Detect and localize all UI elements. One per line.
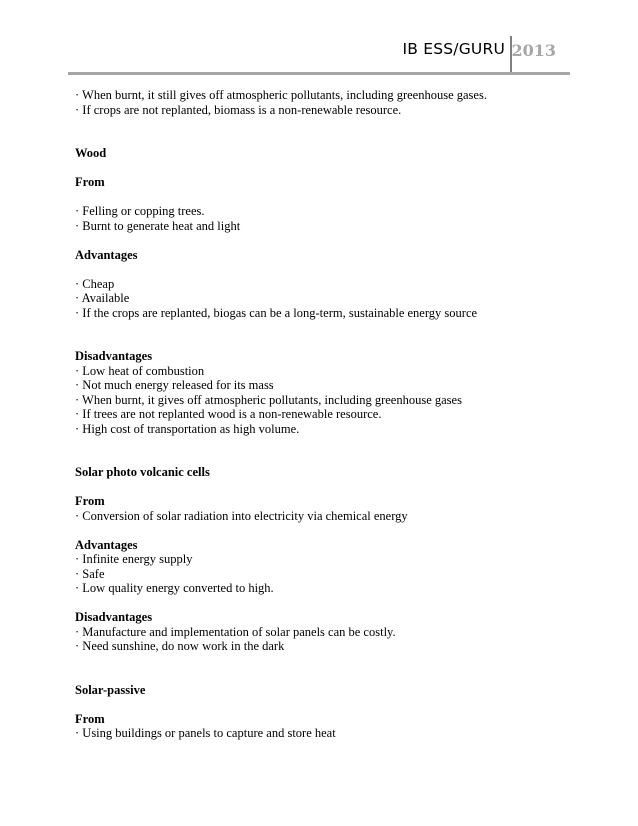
blank-line <box>75 436 595 451</box>
text-line: · Conversion of solar radiation into electricity via chemical energy <box>75 508 408 523</box>
text-line: · Cheap <box>75 276 115 291</box>
header-year: 2013 <box>511 41 556 60</box>
blank-line <box>75 668 595 683</box>
section-heading: Advantages <box>75 537 138 552</box>
text-line: · Need sunshine, do now work in the dark <box>75 639 285 653</box>
blank-line <box>75 654 595 669</box>
text-line: · Infinite energy supply <box>75 552 193 566</box>
blank-line <box>75 480 595 495</box>
blank-line <box>75 190 595 205</box>
text-line: · Burnt to generate heat and light <box>75 218 241 233</box>
text-line: · Manufacture and implementation of solar panels can be costly. <box>75 624 396 639</box>
text-line: · When burnt, it still gives off atmospheric pollutants, including greenhouse gases. <box>75 88 487 102</box>
section-heading: Solar-passive <box>75 682 146 697</box>
document-body <box>75 88 595 741</box>
blank-line <box>75 161 595 176</box>
blank-line <box>75 117 595 132</box>
text-line: · Using buildings or panels to capture and store heat <box>75 726 336 740</box>
section-heading: Disadvantages <box>75 610 153 624</box>
text-line: · Available <box>75 291 130 305</box>
section-heading: Disadvantages <box>75 349 153 363</box>
section-heading: Advantages <box>75 247 138 262</box>
text-line: · Low heat of combustion <box>75 363 205 378</box>
header-title: IB ESS/GURU <box>402 40 505 58</box>
text-line: · Low quality energy converted to high. <box>75 581 274 595</box>
text-line: · Felling or copping trees. <box>75 204 205 218</box>
blank-line <box>75 335 595 350</box>
section-heading: From <box>75 494 105 508</box>
text-line: · If crops are not replanted, biomass is a non-renewable resource. <box>75 102 402 117</box>
section-heading: From <box>75 175 105 189</box>
text-line: · Safe <box>75 566 105 581</box>
blank-line <box>75 320 595 335</box>
blank-line <box>75 262 595 277</box>
blank-line <box>75 132 595 147</box>
blank-line <box>75 233 595 248</box>
blank-line <box>75 523 595 538</box>
text-line: · When burnt, it gives off atmospheric pollutants, including greenhouse gases <box>75 392 462 407</box>
section-heading: Solar photo volcanic cells <box>75 465 210 479</box>
blank-line <box>75 697 595 712</box>
text-line: · Not much energy released for its mass <box>75 378 274 392</box>
text-line: · If trees are not replanted wood is a non-renewable resource. <box>75 407 382 421</box>
section-heading: From <box>75 711 105 726</box>
blank-line <box>75 451 595 466</box>
text-line: · If the crops are replanted, biogas can be a long-term, sustainable energy source <box>75 305 478 320</box>
text-line: · High cost of transportation as high volume. <box>75 421 300 436</box>
page-header <box>68 36 570 75</box>
blank-line <box>75 596 595 611</box>
section-heading: Wood <box>75 146 107 160</box>
